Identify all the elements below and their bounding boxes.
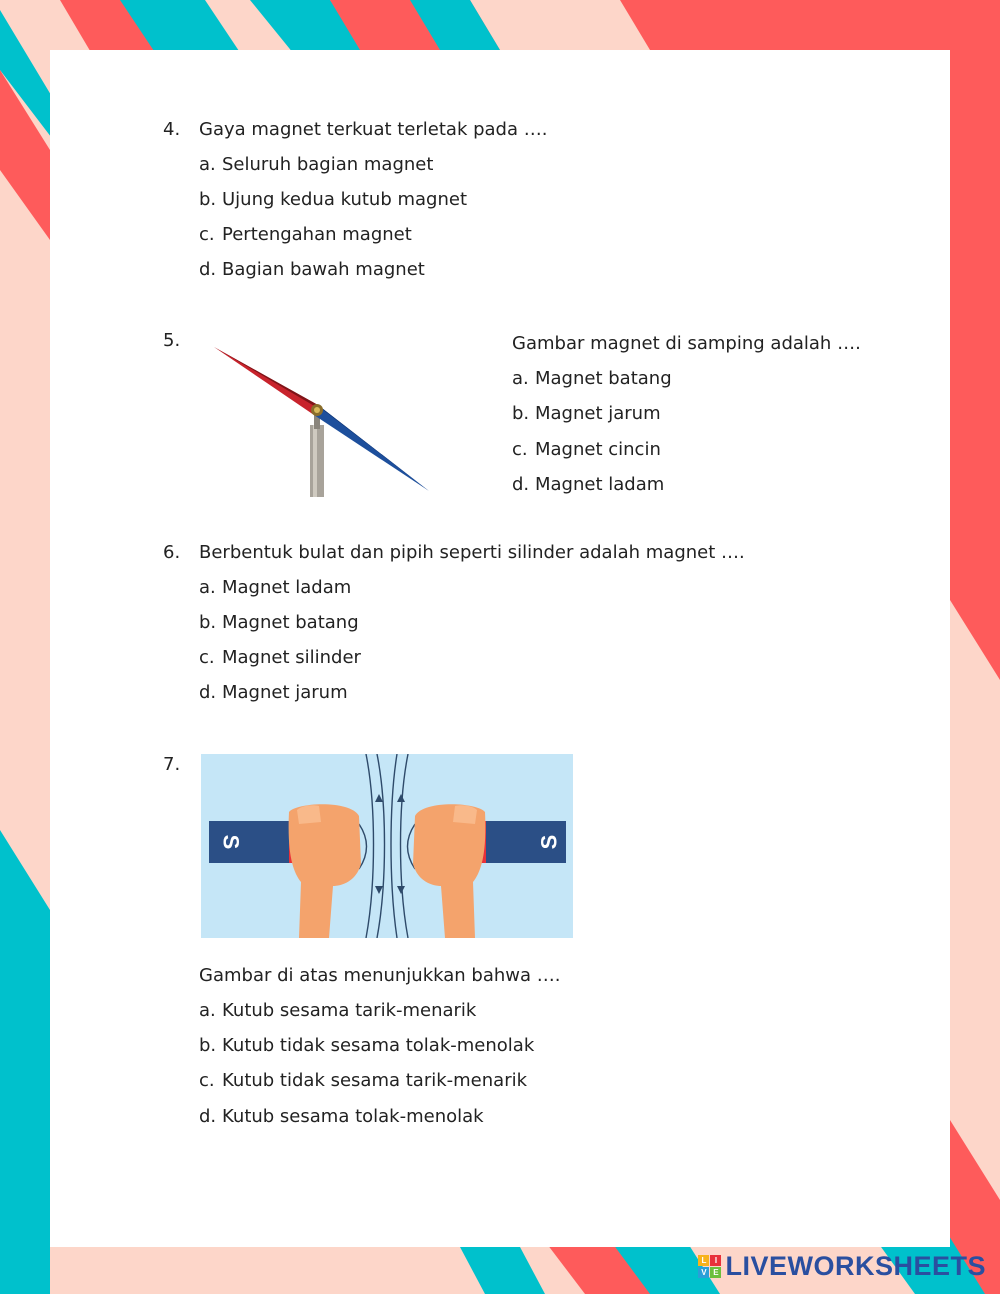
question-5-option-d[interactable]: d. Magnet ladam bbox=[512, 474, 665, 495]
question-6-option-b[interactable]: b. Magnet batang bbox=[199, 612, 359, 633]
liveworksheets-logo-text: LIVEWORKSHEETS bbox=[725, 1251, 986, 1281]
question-5-number: 5. bbox=[163, 330, 181, 351]
question-4-option-a[interactable]: a. Seluruh bagian magnet bbox=[199, 154, 434, 175]
question-7-text: Gambar di atas menunjukkan bahwa …. bbox=[199, 965, 561, 986]
question-4-option-d[interactable]: d. Bagian bawah magnet bbox=[199, 259, 425, 280]
question-4-option-c[interactable]: c. Pertengahan magnet bbox=[199, 224, 412, 245]
question-5-option-b[interactable]: b. Magnet jarum bbox=[512, 403, 661, 424]
left-outer-pole-label: S bbox=[218, 834, 244, 850]
compass-needle-image bbox=[210, 343, 435, 498]
question-7-number: 7. bbox=[163, 754, 181, 775]
liveworksheets-logo-icon: L I V E bbox=[698, 1255, 721, 1278]
question-6-option-c[interactable]: c. Magnet silinder bbox=[199, 647, 361, 668]
question-7-option-b[interactable]: b. Kutub tidak sesama tolak-menolak bbox=[199, 1035, 535, 1056]
question-7-option-a[interactable]: a. Kutub sesama tarik-menarik bbox=[199, 1000, 477, 1021]
question-5-option-c[interactable]: c. Magnet cincin bbox=[512, 439, 661, 460]
question-6-option-a[interactable]: a. Magnet ladam bbox=[199, 577, 352, 598]
question-6-number: 6. bbox=[163, 542, 181, 563]
liveworksheets-logo bbox=[698, 1251, 986, 1282]
question-5-text: Gambar magnet di samping adalah …. bbox=[512, 333, 861, 354]
question-7-option-c[interactable]: c. Kutub tidak sesama tarik-menarik bbox=[199, 1070, 528, 1091]
question-4-option-b[interactable]: b. Ujung kedua kutub magnet bbox=[199, 189, 468, 210]
worksheet-page bbox=[50, 50, 950, 1247]
question-5-option-a[interactable]: a. Magnet batang bbox=[512, 368, 672, 389]
question-7-option-d[interactable]: d. Kutub sesama tolak-menolak bbox=[199, 1106, 484, 1127]
repelling-magnets-image bbox=[201, 754, 573, 938]
question-4-text: Gaya magnet terkuat terletak pada …. bbox=[199, 119, 548, 140]
question-4-number: 4. bbox=[163, 119, 181, 140]
question-6-option-d[interactable]: d. Magnet jarum bbox=[199, 682, 348, 703]
right-outer-pole-label: S bbox=[536, 834, 562, 850]
question-6-text: Berbentuk bulat dan pipih seperti silinder adalah magnet …. bbox=[199, 542, 745, 563]
